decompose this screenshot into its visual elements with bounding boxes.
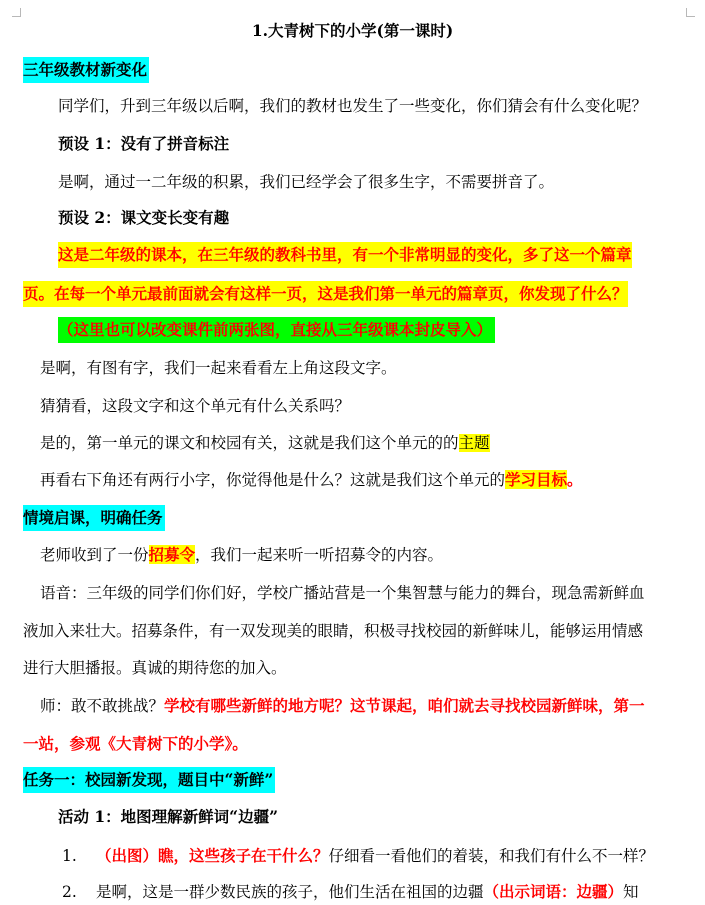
section-heading-task-one: 任务一：校园新发现，题目中“新鲜”: [23, 767, 275, 793]
teacher-challenge: [40, 693, 645, 719]
highlight-recruitment-order: 招募令: [148, 545, 196, 564]
audio-line-1: 语音：三年级的同学们你们好，学校广播站营是一个集智慧与能力的舞台，现急需新鲜血: [40, 584, 645, 602]
page-corner-mark-right: [686, 8, 695, 17]
green-highlight-note: （这里也可以改变课件前两张图，直接从三年级课本封皮导入）: [58, 317, 495, 343]
recruitment-text-start: 老师收到了一份: [40, 546, 149, 564]
list-item-1-red: （出图）瞧，这些孩子在干什么？: [96, 846, 329, 865]
teacher-red-text: 学校有哪些新鲜的地方呢？这节课起，咱们就去寻找校园新鲜味，第一: [164, 696, 645, 715]
list-item-1-text: 仔细看一看他们的着装，和我们有什么不一样？: [328, 847, 655, 865]
list-item-2-end: 知: [623, 883, 639, 901]
list-item-1: [62, 843, 654, 869]
audio-line-3: 进行大胆播报。真诚的期待您的加入。: [23, 659, 287, 677]
teacher-challenge-text: 师：敢不敢挑战？: [40, 697, 165, 715]
document-title: 1.大青树下的小学(第一课时): [251, 21, 454, 40]
paragraph-intro-question: 同学们，升到三年级以后啊，我们的教材也发生了一些变化，你们猜会有什么变化呢？: [58, 97, 648, 115]
paragraph-unit-theme: [40, 430, 490, 456]
list-item-2-number: 2.: [62, 883, 77, 901]
list-item-1-number: 1.: [62, 847, 77, 865]
highlighted-red-line-1: 这是二年级的课本，在三年级的教科书里，有一个非常明显的变化，多了这一个篇章: [58, 242, 632, 268]
paragraph-pictures-and-text: 是啊，有图有字，我们一起来看看左上角这段文字。: [40, 359, 397, 377]
teacher-red-text-continued: 一站，参观《大青树下的小学》。: [23, 734, 248, 753]
recruitment-text-end: ，我们一起来听一听招募令的内容。: [195, 546, 444, 564]
list-item-2: [62, 879, 639, 905]
preset-1-label: 预设 1：没有了拼音标注: [58, 134, 230, 153]
preset-2-label: 预设 2：课文变长变有趣: [58, 208, 230, 227]
section-heading-context: 情境启课，明确任务: [23, 505, 165, 531]
activity-1-label: 活动 1：地图理解新鲜词“边疆”: [58, 807, 279, 826]
paragraph-guess-relation: 猜猜看，这段文字和这个单元有什么关系吗？: [40, 397, 351, 415]
list-item-2-text: 是啊，这是一群少数民族的孩子，他们生活在祖国的边疆: [96, 883, 484, 901]
highlight-learning-goals: 学习目标: [505, 470, 568, 489]
section-heading-textbook-changes: 三年级教材新变化: [23, 57, 149, 83]
paragraph-learning-goals: [40, 467, 583, 493]
highlight-theme: 主题: [458, 434, 490, 452]
audio-line-2: 液加入来壮大。招募条件，有一双发现美的眼睛，积极寻找校园的新鲜味儿，能够运用情感: [23, 622, 644, 640]
learning-goals-period: 。: [567, 470, 583, 489]
learning-goals-text: 再看右下角还有两行小字，你觉得他是什么？这就是我们这个单元的: [40, 471, 506, 489]
paragraph-recruitment: [40, 542, 443, 568]
unit-theme-text: 是的，第一单元的课文和校园有关，这就是我们这个单元的的: [40, 434, 459, 452]
list-item-2-red: （出示词语：边疆）: [483, 882, 624, 901]
paragraph-no-pinyin: 是啊，通过一二年级的积累，我们已经学会了很多生字，不需要拼音了。: [58, 173, 555, 191]
highlighted-red-line-2: 页。在每一个单元最前面就会有这样一页，这是我们第一单元的篇章页，你发现了什么？: [23, 281, 628, 307]
page-corner-mark-left: [12, 8, 21, 17]
